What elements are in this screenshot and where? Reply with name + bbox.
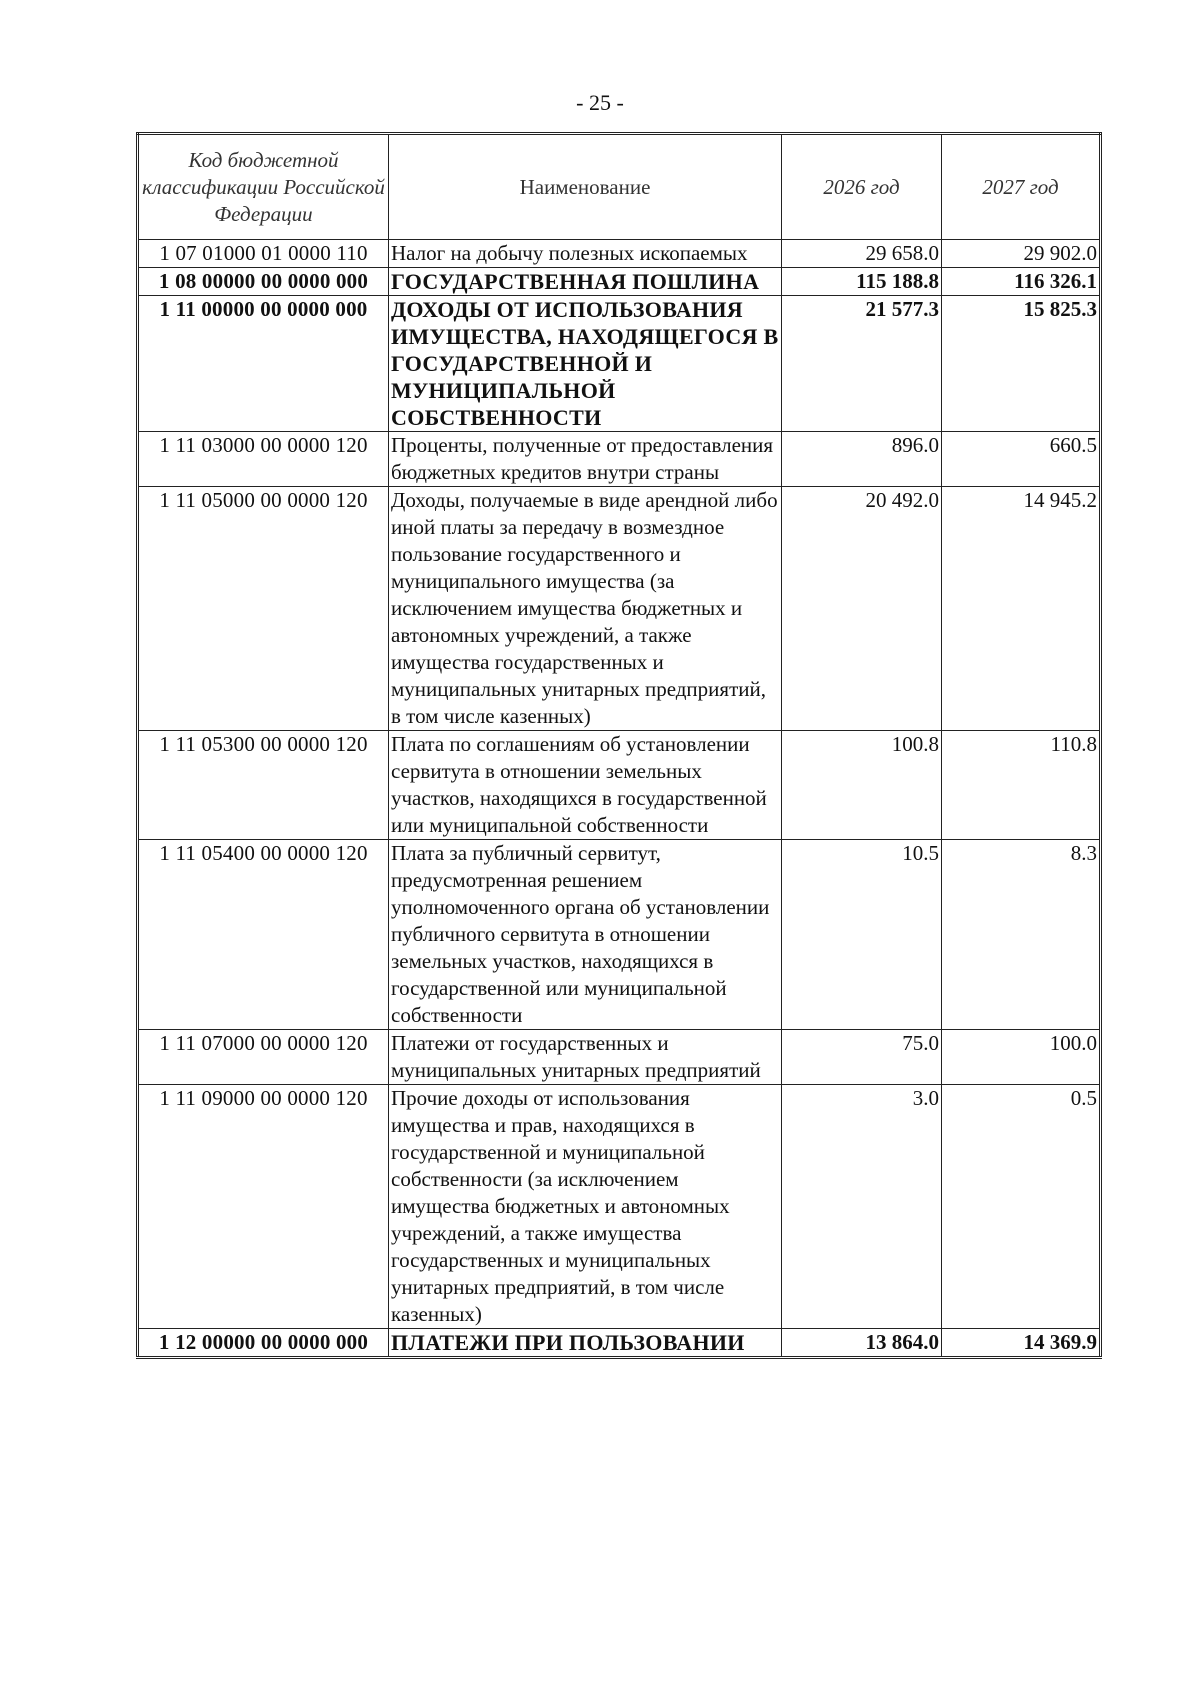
- row-value-2027: 14 945.2: [942, 487, 1101, 731]
- table-row: [138, 268, 1101, 296]
- row-value-2027: 29 902.0: [942, 240, 1101, 268]
- table-row: [138, 1030, 1101, 1085]
- table-row: [138, 487, 1101, 731]
- table-row: [138, 1085, 1101, 1329]
- row-name: ДОХОДЫ ОТ ИСПОЛЬЗОВАНИЯ ИМУЩЕСТВА, НАХОДЯЩЕГОСЯ В ГОСУДАРСТВЕННОЙ И МУНИЦИПАЛЬНОЙ СОБСТВЕННОСТИ: [389, 296, 782, 432]
- row-value-2027: 100.0: [942, 1030, 1101, 1085]
- budget-table: [136, 132, 1102, 1359]
- table-row: [138, 296, 1101, 432]
- row-name: Прочие доходы от использования имущества и прав, находящихся в государственной и муниципальной собственности (за исключением имущества бюджетных и автономных учреждений, а также имущества государственных и муниципальных унитарных предприятий, в том числе казенных): [389, 1085, 782, 1329]
- header-name: Наименование: [389, 134, 782, 240]
- row-name: Проценты, полученные от предоставления бюджетных кредитов внутри страны: [389, 432, 782, 487]
- table-row: [138, 432, 1101, 487]
- row-code: 1 11 05300 00 0000 120: [138, 731, 389, 840]
- row-value-2027: 660.5: [942, 432, 1101, 487]
- row-value-2026: 21 577.3: [782, 296, 942, 432]
- table-row: [138, 731, 1101, 840]
- row-code: 1 08 00000 00 0000 000: [138, 268, 389, 296]
- row-code: 1 11 05400 00 0000 120: [138, 840, 389, 1030]
- row-value-2027: 8.3: [942, 840, 1101, 1030]
- row-value-2027: 110.8: [942, 731, 1101, 840]
- header-year-2026: 2026 год: [782, 134, 942, 240]
- table-row: [138, 840, 1101, 1030]
- row-value-2026: 10.5: [782, 840, 942, 1030]
- row-name: ПЛАТЕЖИ ПРИ ПОЛЬЗОВАНИИ: [389, 1329, 782, 1358]
- table-row: [138, 240, 1101, 268]
- row-code: 1 11 05000 00 0000 120: [138, 487, 389, 731]
- row-value-2027: 15 825.3: [942, 296, 1101, 432]
- row-value-2026: 13 864.0: [782, 1329, 942, 1358]
- table-row: [138, 1329, 1101, 1358]
- row-value-2026: 115 188.8: [782, 268, 942, 296]
- header-code: Код бюджетной классификации Российской Федерации: [138, 134, 389, 240]
- row-name: Плата за публичный сервитут, предусмотренная решением уполномоченного органа об установлении публичного сервитута в отношении земельных участков, находящихся в государственной или муниципальной собственности: [389, 840, 782, 1030]
- row-value-2026: 896.0: [782, 432, 942, 487]
- table-header-row: [138, 134, 1101, 240]
- row-name: Плата по соглашениям об установлении сервитута в отношении земельных участков, находящихся в государственной или муниципальной собственности: [389, 731, 782, 840]
- row-value-2026: 3.0: [782, 1085, 942, 1329]
- row-value-2027: 14 369.9: [942, 1329, 1101, 1358]
- row-name: Налог на добычу полезных ископаемых: [389, 240, 782, 268]
- row-code: 1 07 01000 01 0000 110: [138, 240, 389, 268]
- row-value-2027: 0.5: [942, 1085, 1101, 1329]
- row-name: Платежи от государственных и муниципальных унитарных предприятий: [389, 1030, 782, 1085]
- row-code: 1 11 07000 00 0000 120: [138, 1030, 389, 1085]
- row-name: Доходы, получаемые в виде арендной либо иной платы за передачу в возмездное пользование государственного и муниципального имущества (за исключением имущества бюджетных и автономных учреждений, а также имущества государственных и муниципальных унитарных предприятий, в том числе казенных): [389, 487, 782, 731]
- row-code: 1 11 09000 00 0000 120: [138, 1085, 389, 1329]
- page-number: - 25 -: [576, 90, 624, 115]
- row-value-2027: 116 326.1: [942, 268, 1101, 296]
- row-value-2026: 29 658.0: [782, 240, 942, 268]
- row-name: ГОСУДАРСТВЕННАЯ ПОШЛИНА: [389, 268, 782, 296]
- row-value-2026: 100.8: [782, 731, 942, 840]
- row-code: 1 12 00000 00 0000 000: [138, 1329, 389, 1358]
- header-year-2027: 2027 год: [942, 134, 1101, 240]
- row-code: 1 11 00000 00 0000 000: [138, 296, 389, 432]
- row-code: 1 11 03000 00 0000 120: [138, 432, 389, 487]
- row-value-2026: 20 492.0: [782, 487, 942, 731]
- row-value-2026: 75.0: [782, 1030, 942, 1085]
